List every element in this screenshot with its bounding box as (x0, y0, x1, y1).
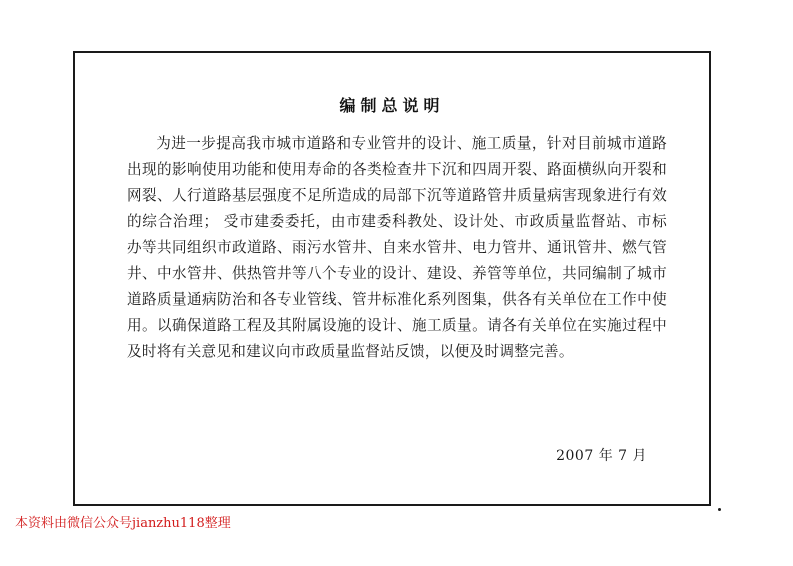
document-body-paragraph: 为进一步提高我市城市道路和专业管井的设计、施工质量，针对目前城市道路出现的影响使用功能和使用寿命的各类检查井下沉和四周开裂、路面横纵向开裂和网裂、人行道路基层强度不足所造成的局部下沉等道路管井质量病害现象进行有效的综合治理； 受市建委委托，由市建委科教处、设计处、市政质量监督站、市标办等共同组织市政道路、雨污水管井、自来水管井、电力管井、通讯管井、燃气管井、中水管井、供热管井等八个专业的设计、建设、养管等单位，共同编制了城市道路质量通病防治和各专业管线、管井标准化系列图集，供各有关单位在工作中使用。以确保道路工程及其附属设施的设计、施工质量。请各有关单位在实施过程中及时将有关意见和建议向市政质量监督站反馈，以便及时调整完善。 (127, 135, 667, 360)
document-date: 2007 年 7 月 (556, 448, 647, 464)
document-frame (73, 51, 711, 506)
corner-dot-mark (718, 508, 721, 511)
watermark-text: 本资料由微信公众号jianzhu118整理 (15, 516, 231, 531)
document-title: 编制总说明 (339, 96, 445, 115)
